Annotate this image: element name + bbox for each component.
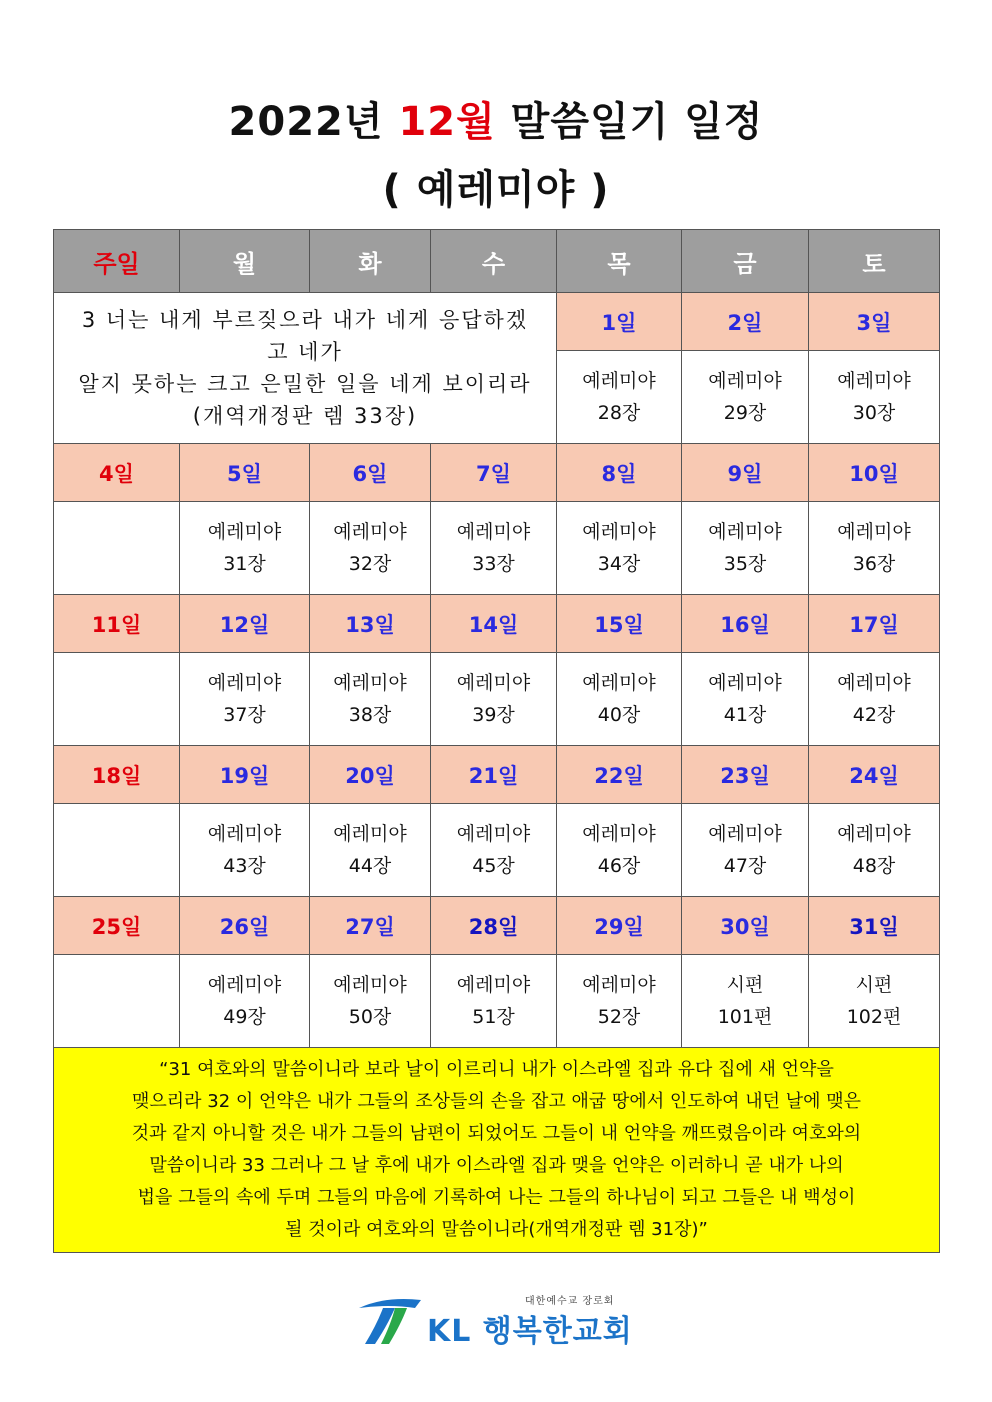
reading-chapter: 41장: [723, 704, 767, 726]
day-cell: 7일: [431, 444, 557, 502]
weekday-thu: 목: [557, 230, 682, 293]
reading-cell: [310, 653, 431, 746]
reading-book: 시편: [855, 974, 893, 996]
day-cell: 14일: [431, 595, 557, 653]
reading-book: 예레미야: [456, 823, 531, 845]
reading-cell-empty: [54, 955, 180, 1048]
page-title: [0, 90, 992, 147]
reading-cell: [682, 955, 809, 1048]
day-cell: 22일: [557, 746, 682, 804]
top-verse: [54, 293, 557, 444]
reading-chapter: 48장: [852, 855, 896, 877]
reading-book: 예레미야: [333, 823, 407, 845]
title-suffix: 말씀일기 일정: [495, 99, 764, 145]
reading-chapter: 51장: [472, 1006, 515, 1028]
day-cell: 30일: [682, 897, 809, 955]
bottom-verse-line: 법을 그들의 속에 두며 그들의 마음에 기록하여 나는 그들의 하나님이 되고 그들은 내 백성이: [137, 1187, 856, 1208]
day-cell: 26일: [180, 897, 310, 955]
title-month: 12월: [398, 99, 496, 145]
bottom-verse-line: 될 것이라 여호와의 말씀이니라(개역개정판 렘 31장)”: [285, 1219, 708, 1240]
reading-chapter: 49장: [223, 1006, 266, 1028]
reading-book: 시편: [726, 974, 764, 996]
reading-chapter: 44장: [348, 855, 392, 877]
day-cell: 23일: [682, 746, 809, 804]
reading-cell: [809, 351, 940, 444]
reading-book: 예레미야: [456, 672, 531, 694]
reading-chapter: 38장: [348, 704, 392, 726]
day-cell: 16일: [682, 595, 809, 653]
reading-cell: [180, 502, 310, 595]
reading-cell: [557, 653, 682, 746]
reading-chapter: 35장: [723, 553, 767, 575]
reading-book: 예레미야: [837, 823, 911, 845]
reading-book: 예레미야: [582, 974, 656, 996]
reading-cell: [809, 804, 940, 897]
reading-chapter: 47장: [723, 855, 767, 877]
reading-chapter: 36장: [852, 553, 896, 575]
reading-cell: [310, 502, 431, 595]
reading-chapter: 33장: [472, 553, 515, 575]
day-cell: 13일: [310, 595, 431, 653]
reading-cell: [809, 502, 940, 595]
day-cell-sunday: 4일: [54, 444, 180, 502]
reading-cell: [180, 653, 310, 746]
reading-row: [54, 955, 940, 1048]
reading-chapter: 50장: [348, 1006, 392, 1028]
reading-cell: [431, 653, 557, 746]
reading-book: 예레미야: [207, 823, 282, 845]
reading-cell-empty: [54, 502, 180, 595]
weekday-sat: 토: [809, 230, 940, 293]
reading-row: [54, 653, 940, 746]
day-cell: 17일: [809, 595, 940, 653]
day-cell: 1일: [557, 293, 682, 351]
weekday-wed: 수: [431, 230, 557, 293]
day-cell: 8일: [557, 444, 682, 502]
reading-cell: [682, 351, 809, 444]
reading-cell-empty: [54, 653, 180, 746]
top-verse-line: 알지 못하는 크고 은밀한 일을 네게 보이리라: [78, 372, 532, 396]
reading-chapter: 28장: [597, 402, 641, 424]
reading-chapter: 32장: [348, 553, 392, 575]
reading-book: 예레미야: [708, 370, 782, 392]
reading-book: 예레미야: [837, 672, 911, 694]
reading-cell: [809, 653, 940, 746]
logo-group: [355, 1290, 645, 1350]
reading-chapter: 30장: [852, 402, 896, 424]
day-row: [54, 444, 940, 502]
reading-chapter: 42장: [852, 704, 896, 726]
reading-cell: [310, 955, 431, 1048]
reading-book: 예레미야: [333, 672, 407, 694]
reading-cell: [557, 804, 682, 897]
church-logo: [0, 1286, 992, 1356]
weekday-header-row: [54, 230, 940, 293]
reading-book: 예레미야: [456, 521, 531, 543]
reading-cell-empty: [54, 804, 180, 897]
day-cell: 19일: [180, 746, 310, 804]
reading-chapter: 39장: [472, 704, 515, 726]
bottom-verse-line: 맺으리라 32 이 언약은 내가 그들의 조상들의 손을 잡고 애굽 땅에서 인도하여 내던 날에 맺은: [132, 1091, 861, 1112]
reading-cell: [557, 351, 682, 444]
day-cell: 20일: [310, 746, 431, 804]
reading-cell: [431, 955, 557, 1048]
reading-book: 예레미야: [333, 521, 407, 543]
reading-chapter: 101편: [717, 1006, 773, 1028]
reading-book: 예레미야: [207, 974, 282, 996]
day-cell: 3일: [809, 293, 940, 351]
reading-cell: [431, 502, 557, 595]
day-cell: 27일: [310, 897, 431, 955]
reading-cell: [682, 653, 809, 746]
reading-chapter: 31장: [223, 553, 266, 575]
reading-chapter: 37장: [223, 704, 266, 726]
logo-subtitle: 대한예수교 장로회: [525, 1296, 615, 1307]
reading-cell: [557, 955, 682, 1048]
bottom-verse-line: 것과 같지 아니할 것은 내가 그들의 남편이 되었어도 그들이 내 언약을 깨뜨렸음이라 여호와의: [131, 1123, 862, 1144]
reading-book: 예레미야: [708, 521, 782, 543]
day-cell: 15일: [557, 595, 682, 653]
day-row: [54, 897, 940, 955]
logo-name: KL 행복한교회: [427, 1314, 633, 1349]
reading-book: 예레미야: [837, 370, 911, 392]
reading-book: 예레미야: [582, 823, 656, 845]
reading-book: 예레미야: [708, 672, 782, 694]
reading-book: 예레미야: [582, 521, 656, 543]
day-cell: 12일: [180, 595, 310, 653]
day-cell: 28일: [431, 897, 557, 955]
reading-book: 예레미야: [708, 823, 782, 845]
day-cell: 31일: [809, 897, 940, 955]
reading-row: [54, 502, 940, 595]
reading-cell: [180, 955, 310, 1048]
day-row: [54, 595, 940, 653]
day-cell: 29일: [557, 897, 682, 955]
day-cell-sunday: 11일: [54, 595, 180, 653]
reading-cell: [682, 804, 809, 897]
reading-cell: [431, 804, 557, 897]
day-cell: 2일: [682, 293, 809, 351]
reading-book: 예레미야: [456, 974, 531, 996]
church-logo-icon: [355, 1294, 425, 1346]
reading-book: 예레미야: [837, 521, 911, 543]
reading-book: 예레미야: [582, 370, 656, 392]
reading-chapter: 34장: [597, 553, 641, 575]
bottom-verse: [54, 1048, 940, 1253]
weekday-fri: 금: [682, 230, 809, 293]
day-cell: 24일: [809, 746, 940, 804]
bottom-verse-row: [54, 1048, 940, 1253]
bottom-verse-line: “31 여호와의 말씀이니라 보라 날이 이르리니 내가 이스라엘 집과 유다 집에 새 언약을: [159, 1059, 834, 1080]
reading-chapter: 29장: [723, 402, 767, 424]
weekday-mon: 월: [180, 230, 310, 293]
weekday-tue: 화: [310, 230, 431, 293]
reading-cell: [682, 502, 809, 595]
day-row: [54, 293, 940, 351]
reading-chapter: 102편: [846, 1006, 902, 1028]
day-row: [54, 746, 940, 804]
reading-chapter: 52장: [597, 1006, 641, 1028]
day-cell: 21일: [431, 746, 557, 804]
top-verse-line: 3 너는 내게 부르짖으라 내가 네게 응답하겠고 네가: [81, 308, 529, 364]
day-cell-sunday: 25일: [54, 897, 180, 955]
reading-book: 예레미야: [207, 672, 282, 694]
reading-cell: [310, 804, 431, 897]
reading-chapter: 40장: [597, 704, 641, 726]
reading-cell: [809, 955, 940, 1048]
title-year: 2022년: [228, 99, 399, 145]
reading-row: [54, 804, 940, 897]
reading-cell: [557, 502, 682, 595]
day-cell: 5일: [180, 444, 310, 502]
top-verse-line: (개역개정판 렘 33장): [192, 404, 418, 428]
weekday-sun: 주일: [54, 230, 180, 293]
reading-chapter: 46장: [597, 855, 641, 877]
day-cell: 6일: [310, 444, 431, 502]
reading-chapter: 45장: [472, 855, 515, 877]
day-cell-sunday: 18일: [54, 746, 180, 804]
reading-cell: [180, 804, 310, 897]
calendar-table: [53, 229, 940, 1253]
day-cell: 9일: [682, 444, 809, 502]
page-subtitle: ( 예레미야 ): [382, 167, 610, 213]
day-cell: 10일: [809, 444, 940, 502]
reading-book: 예레미야: [207, 521, 282, 543]
reading-chapter: 43장: [223, 855, 266, 877]
reading-book: 예레미야: [582, 672, 656, 694]
reading-book: 예레미야: [333, 974, 407, 996]
bottom-verse-line: 말씀이니라 33 그러나 그 날 후에 내가 이스라엘 집과 맺을 언약은 이러하니 곧 내가 나의: [149, 1155, 844, 1176]
